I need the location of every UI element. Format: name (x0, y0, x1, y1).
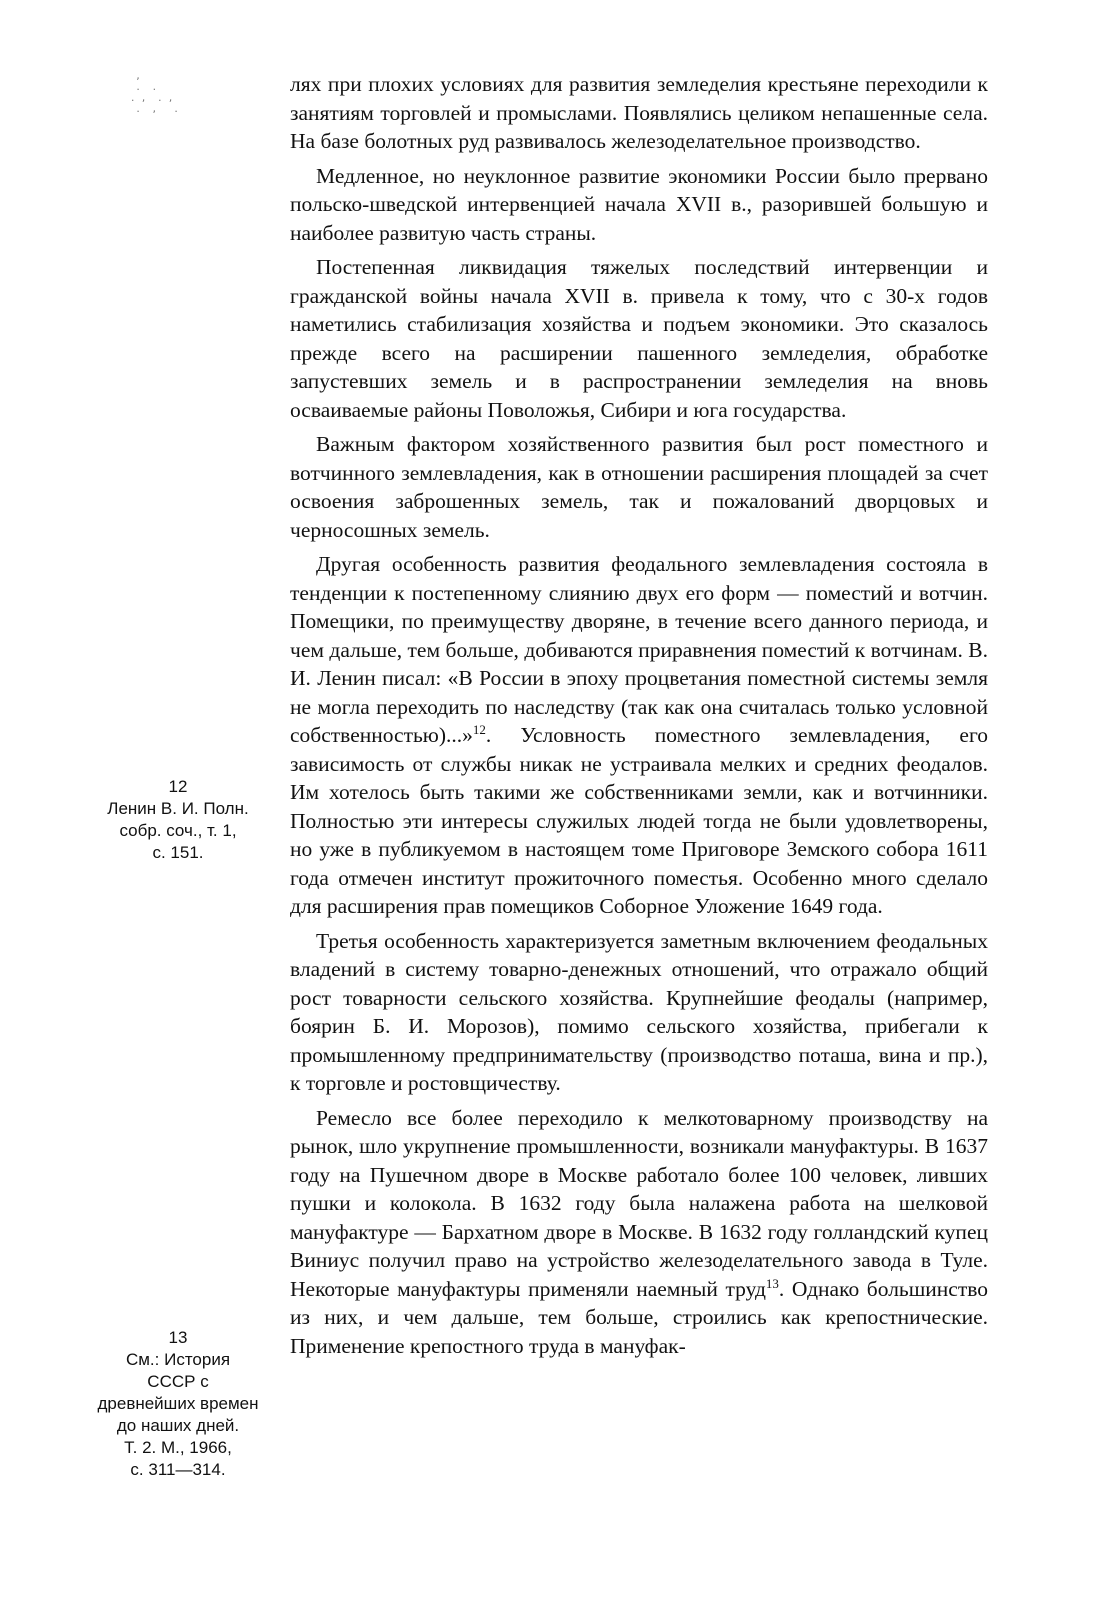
print-speckle-decoration: , . . . , . , . , . (130, 72, 179, 115)
main-text-column (290, 70, 988, 1366)
paragraph-text: Медленное, но неуклонное развитие экономики России было прервано польско-шведской интервенцией начала XVII в., разорившей большую и наиболее развитую часть страны. (290, 163, 988, 245)
body-paragraph (290, 550, 988, 921)
sidenote-number: 13 (168, 1328, 188, 1347)
sidenote-line: древнейших времен (97, 1394, 259, 1413)
body-paragraph (290, 70, 988, 156)
paragraph-text: Важным фактором хозяйственного развития был рост поместного и вотчинного землевладения, как в отношении расширения площадей за счет освоения заброшенных земель, так и пожалований дворцовых и черносошных земель. (290, 432, 988, 542)
sidenote-line: См.: История (125, 1350, 231, 1369)
sidenote-line: Ленин В. И. Полн. (107, 799, 249, 818)
sidenote-12 (88, 776, 268, 864)
paragraph-text: Третья особенность характеризуется заметным включением феодальных владений в систему товарно-денежных отношений, что отражало общий рост товарности сельского хозяйства. Крупнейшие феодалы (например, боярин Б. И. Морозов), помимо сельского хозяйства, прибегали к промышленному предпринимательству (производство поташа, вина и пр.), к торговле и ростовщичеству. (290, 928, 988, 1095)
body-paragraph (290, 162, 988, 248)
sidenote-line: Т. 2. М., 1966, (124, 1438, 232, 1457)
sidenote-line: с. 151. (152, 843, 204, 862)
sidenote-line: собр. соч., т. 1, (119, 821, 237, 840)
paragraph-text: Другая особенность развития феодального землевладения состояла в тенденции к постепенному слиянию двух его форм — поместий и вотчин. Помещики, по преимуществу дворяне, в течение всего данного периода, и чем дальше, тем больше, добиваются приравнения поместий к вотчинам. В. И. Ленин писал: «В России в эпоху процветания поместной системы земля не могла переходить по наследству (так как она считалась только условной собственностью)...» (290, 552, 988, 747)
paragraph-text: . Условность поместного землевладения, его зависимость от службы никак не устраивала мелких и средних феодалов. Им хотелось быть такими же собственниками земли, как и вотчинники. Полностью эти интересы служилых людей тогда не были удовлетворены, но уже в публикуемом в настоящем томе Приговоре Земского собора 1611 года отмечен институт прожиточного поместья. Особенно много сделало для расширения прав помещиков Соборное Уложение 1649 года. (290, 723, 988, 918)
sidenote-13 (88, 1327, 268, 1481)
sidenote-line: СССР с (147, 1372, 209, 1391)
paragraph-text: . Однако большинство из них, и чем дальше, тем больше, строились как крепостнические. Применение крепостного труда в мануфак- (290, 1276, 988, 1358)
body-paragraph (290, 927, 988, 1098)
paragraph-text: Ремесло все более переходило к мелкотоварному производству на рынок, шло укрупнение промышленности, возникали мануфактуры. В 1637 году на Пушечном дворе в Москве работало более 100 человек, ливших пушки и колокола. В 1632 году была налажена работа на шелковой мануфактуре — Бархатном дворе в Москве. В 1632 году голландский купец Виниус получил право на устройство железоделательного завода в Туле. Некоторые мануфактуры применяли наемный труд (290, 1105, 988, 1301)
sidenote-line: до наших дней. (116, 1416, 240, 1435)
paragraph-text: Постепенная ликвидация тяжелых последствий интервенции и гражданской войны начала XVII в. привела к тому, что с 30-х годов наметились стабилизация хозяйства и подъем экономики. Это сказалось прежде всего на расширении пашенного земледелия, обработке запустевших земель и в распространении земледелия на вновь осваиваемые районы Поволожья, Сибири и юга государства. (290, 255, 988, 422)
sidenote-line: с. 311—314. (130, 1460, 226, 1479)
footnote-reference: 13 (765, 1275, 779, 1291)
footnote-reference: 12 (472, 721, 486, 737)
sidenote-number: 12 (168, 777, 188, 796)
body-paragraph (290, 1104, 988, 1361)
body-paragraph (290, 430, 988, 544)
body-paragraph (290, 253, 988, 424)
paragraph-text: лях при плохих условиях для развития земледелия крестьяне переходили к занятиям торговлей и промыслами. Появлялись целиком непашенные села. На базе болотных руд развивалось железоделательное производство. (290, 72, 988, 153)
